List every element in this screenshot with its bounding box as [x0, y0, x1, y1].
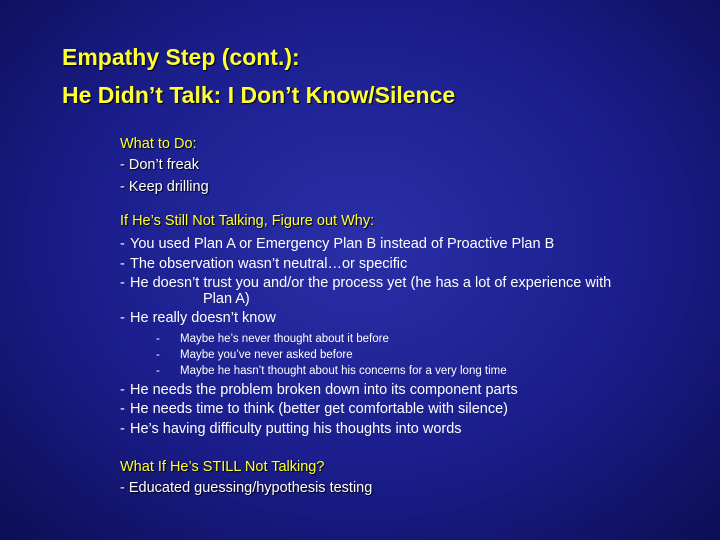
list-item: - He doesn’t trust you and/or the process yet (he has a lot of experience with Plan A)	[120, 275, 612, 307]
list-item: - He needs the problem broken down into its component parts	[120, 381, 518, 398]
slide-title	[62, 38, 455, 114]
list-item: - Keep drilling	[120, 179, 209, 195]
section-heading: What If He’s STILL Not Talking?	[120, 459, 325, 475]
list-item: - Educated guessing/hypothesis testing	[120, 480, 373, 496]
section-heading: What to Do:	[120, 136, 197, 152]
list-item: - He’s having difficulty putting his thoughts into words	[120, 420, 462, 437]
list-item: - He needs time to think (better get comfortable with silence)	[120, 401, 508, 417]
sub-reason-list	[120, 331, 690, 379]
sub-list-item: - Maybe he hasn’t thought about his concerns for a very long time	[156, 364, 507, 377]
sub-list-item: - Maybe you’ve never asked before	[156, 348, 353, 361]
section-still-not-talking	[120, 458, 690, 499]
reason-list	[120, 235, 690, 329]
list-item: - You used Plan A or Emergency Plan B instead of Proactive Plan B	[120, 236, 555, 252]
section-heading: If He’s Still Not Talking, Figure out Why:	[120, 213, 375, 229]
list-item: - Don’t freak	[120, 157, 199, 173]
list-item: - He really doesn’t know	[120, 310, 276, 326]
section-figure-out-why	[120, 212, 690, 439]
title-line-1: Empathy Step (cont.):	[62, 44, 300, 70]
section-what-to-do	[120, 135, 690, 198]
sub-list-item: - Maybe he’s never thought about it before	[156, 332, 389, 345]
title-line-2: He Didn’t Talk: I Don’t Know/Silence	[62, 82, 456, 108]
slide-content	[120, 135, 690, 499]
reason-list-continued	[120, 381, 690, 440]
list-item: - The observation wasn’t neutral…or specific	[120, 255, 408, 272]
